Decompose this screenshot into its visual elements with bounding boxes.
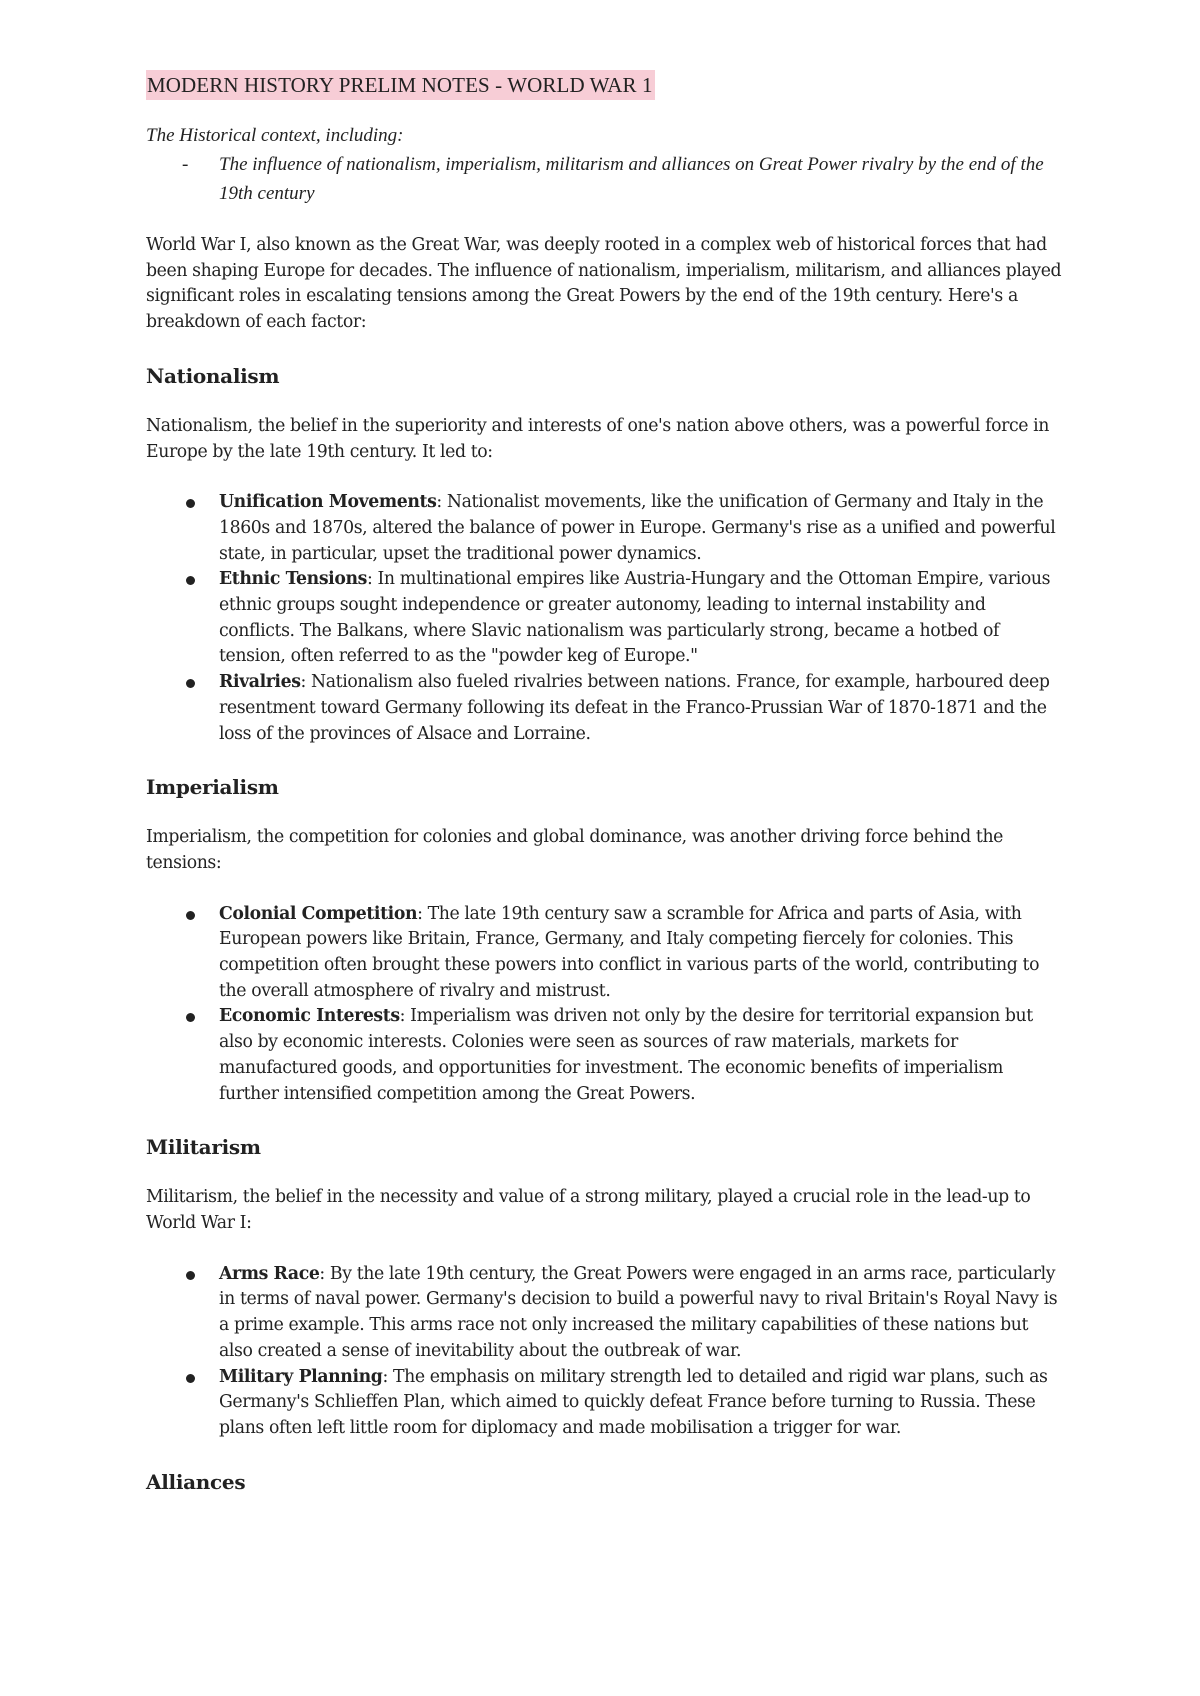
list-item: [146, 1262, 1066, 1365]
list-item: [146, 490, 1066, 567]
section-imperialism: [146, 774, 1066, 1107]
bullet-dot-icon: [186, 911, 195, 920]
section-heading: Imperialism: [146, 775, 279, 800]
section-heading: Militarism: [146, 1135, 261, 1160]
bullet-dot-icon: [186, 679, 195, 688]
bullet-term: Ethnic Tensions: [219, 569, 367, 590]
section-intro: Nationalism, the belief in the superiority and interests of one's nation above others, was a powerful force in Europe by the late 19th century. It led to:: [146, 415, 1050, 462]
dash-marker: -: [182, 154, 189, 175]
intro-paragraph: World War I, also known as the Great War, was deeply rooted in a complex web of historical forces that had been shaping Europe for decades. The influence of nationalism, imperialism, militarism, and alliances played significant roles in escalating tensions among the Great Powers by the end of the 19th century. Here's a breakdown of each factor:: [146, 235, 1062, 333]
bullet-term: Colonial Competition: [219, 903, 418, 924]
bullet-term: Military Planning: [219, 1366, 383, 1387]
document-title: MODERN HISTORY PRELIM NOTES - WORLD WAR 1: [146, 70, 655, 100]
bullet-body: : The emphasis on military strength led to detailed and rigid war plans, such as Germany's Schlieffen Plan, which aimed to quickly defeat France before turning to Russia. These plans often left little room for diplomacy and made mobilisation a trigger for war.: [219, 1366, 1048, 1438]
historical-context: [146, 121, 1066, 208]
bullet-body: : The late 19th century saw a scramble for Africa and parts of Asia, with European powers like Britain, France, Germany, and Italy competing fiercely for colonies. This competition often brought these powers into conflict in various parts of the world, contributing to the overall atmosphere of rivalry and mistrust.: [219, 903, 1040, 1001]
context-list-item: [146, 150, 1066, 208]
list-item: [146, 902, 1066, 1005]
section-intro: Imperialism, the competition for colonies and global dominance, was another driving force behind the tensions:: [146, 827, 1003, 873]
context-heading: The Historical context, including:: [146, 125, 404, 146]
list-item: [146, 567, 1066, 670]
bullet-dot-icon: [186, 1271, 195, 1280]
list-item: [146, 670, 1066, 747]
section-heading: Alliances: [146, 1469, 246, 1494]
bullet-text: [219, 569, 1050, 666]
bullet-term: Rivalries: [219, 672, 301, 693]
bullet-text: [219, 492, 1055, 563]
bullet-list: [146, 902, 1066, 1108]
context-dash-list: [146, 150, 1066, 208]
bullet-body: : Nationalism also fueled rivalries between nations. France, for example, harboured deep resentment toward Germany following its defeat in the Franco-Prussian War of 1870-1871 and the loss of the provinces of Alsace and Lorraine.: [219, 672, 1050, 744]
section-intro: Militarism, the belief in the necessity and value of a strong military, played a crucial role in the lead-up to World War I:: [146, 1187, 1031, 1233]
list-item: [146, 1004, 1066, 1107]
bullet-list: [146, 1262, 1066, 1442]
bullet-text: [219, 1264, 1057, 1361]
bullet-dot-icon: [186, 1374, 195, 1383]
bullet-text: [219, 904, 1039, 1001]
context-list-item-text: The influence of nationalism, imperialism, militarism and alliances on Great Power rivalry by the end of the 19th century: [219, 154, 1044, 204]
section-militarism: [146, 1134, 1066, 1441]
bullet-dot-icon: [186, 1013, 195, 1022]
bullet-list: [146, 490, 1066, 747]
bullet-text: [219, 1006, 1033, 1103]
bullet-body: : Nationalist movements, like the unification of Germany and Italy in the 1860s and 1870s, altered the balance of power in Europe. Germany's rise as a unified and powerful state, in particular, upset the traditional power dynamics.: [219, 492, 1056, 564]
list-item: [146, 1365, 1066, 1442]
section-heading: Nationalism: [146, 363, 280, 388]
section-alliances: [146, 1469, 1066, 1495]
bullet-term: Economic Interests: [219, 1006, 400, 1027]
bullet-term: Unification Movements: [219, 492, 437, 513]
bullet-text: [219, 672, 1050, 743]
bullet-dot-icon: [186, 499, 195, 508]
bullet-dot-icon: [186, 576, 195, 585]
bullet-term: Arms Race: [219, 1263, 320, 1284]
bullet-body: : Imperialism was driven not only by the desire for territorial expansion but also by economic interests. Colonies were seen as sources of raw materials, markets for manufactured goods, and opportunities for investment. The economic benefits of imperialism further intensified competition among the Great Powers.: [219, 1006, 1033, 1104]
bullet-body: : In multinational empires like Austria-Hungary and the Ottoman Empire, various ethnic groups sought independence or greater autonomy, leading to internal instability and conflicts. The Balkans, where Slavic nationalism was particularly strong, became a hotbed of tension, often referred to as the "powder keg of Europe.": [219, 569, 1051, 667]
document-page: [146, 70, 1066, 1520]
section-nationalism: [146, 363, 1066, 747]
bullet-text: [219, 1367, 1048, 1438]
bullet-body: : By the late 19th century, the Great Powers were engaged in an arms race, particularly in terms of naval power. Germany's decision to build a powerful navy to rival Britain's Royal Navy is a prime example. This arms race not only increased the military capabilities of these nations but also created a sense of inevitability about the outbreak of war.: [219, 1263, 1058, 1361]
